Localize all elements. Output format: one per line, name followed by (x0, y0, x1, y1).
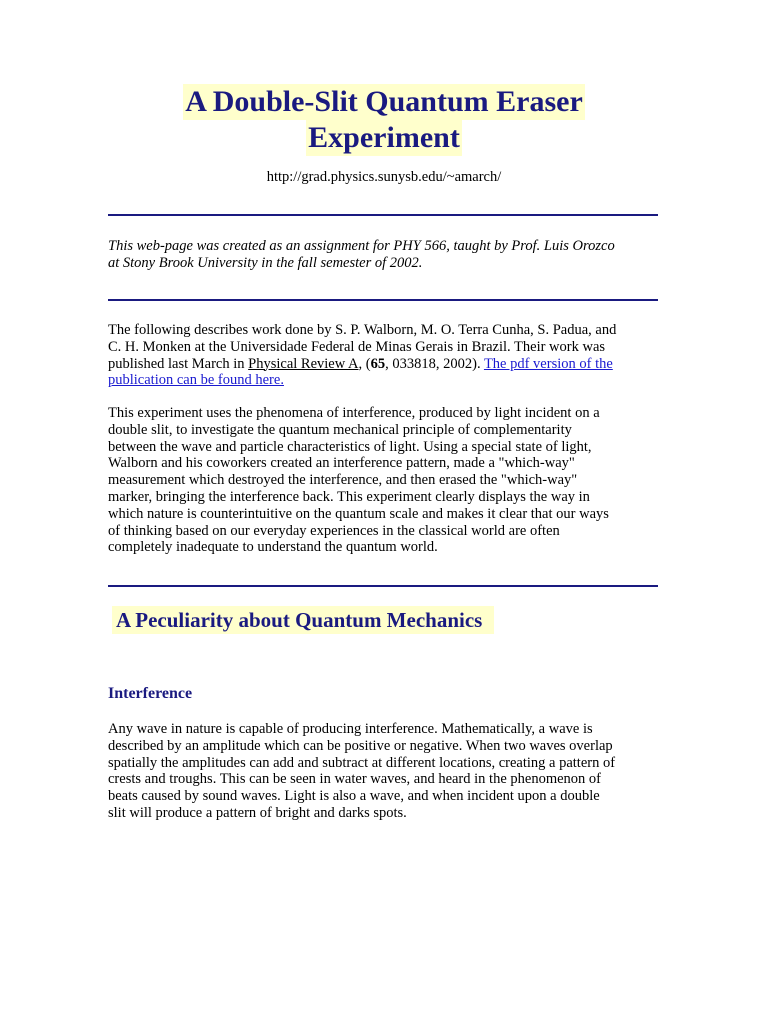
page-title (0, 84, 768, 156)
divider-1 (108, 214, 658, 216)
paragraph-line: Walborn and his coworkers created an interference pattern, made a "which-way" (108, 455, 575, 472)
paragraph-line: completely inadequate to understand the quantum world. (108, 539, 438, 556)
intro-line-3-post: , 033818, 2002). (385, 355, 484, 372)
journal-volume: 65 (370, 355, 386, 372)
section-heading: A Peculiarity about Quantum Mechanics (112, 606, 494, 634)
paragraph-line: marker, bringing the interference back. This experiment clearly displays the way in (108, 488, 590, 505)
paragraph-line: between the wave and particle characteristics of light. Using a special state of light, (108, 438, 592, 455)
paragraph-line: described by an amplitude which can be positive or negative. When two waves overlap (108, 737, 613, 754)
paragraph-line: measurement which destroyed the interference, and then erased the "which-way" (108, 472, 578, 489)
intro-line-2: C. H. Monken at the Universidade Federal de Minas Gerais in Brazil. Their work was (108, 338, 606, 355)
author-url: http://grad.physics.sunysb.edu/~amarch/ (266, 169, 502, 185)
divider-2 (108, 299, 658, 301)
paragraph-line: double slit, to investigate the quantum mechanical principle of complementarity (108, 421, 572, 438)
intro-line-1: The following describes work done by S. P. Walborn, M. O. Terra Cunha, S. Padua, and (108, 322, 617, 338)
intro-paragraph (108, 322, 660, 389)
experiment-paragraph (108, 405, 660, 556)
paragraph-line: spatially the amplitudes can add and subtract at different locations, creating a pattern of (108, 754, 616, 771)
note-line-1: This web-page was created as an assignment for PHY 566, taught by Prof. Luis Orozco (108, 238, 615, 254)
paragraph-line: slit will produce a pattern of bright and darks spots. (108, 804, 407, 821)
intro-line-3-mid: , ( (358, 355, 371, 372)
assignment-note (108, 238, 660, 272)
paragraph-line: beats caused by sound waves. Light is also a wave, and when incident upon a double (108, 788, 600, 805)
subsection-heading: Interference (108, 685, 193, 702)
intro-line-3-pre: published last March in (108, 355, 249, 372)
title-line-1: A Double-Slit Quantum Eraser (185, 85, 583, 118)
paragraph-line: crests and troughs. This can be seen in water waves, and heard in the phenomenon of (108, 771, 601, 788)
paragraph-line: of thinking based on our everyday experiences in the classical world are often (108, 522, 560, 539)
paragraph-line: This experiment uses the phenomena of interference, produced by light incident on a (108, 405, 600, 421)
paragraph-line: which nature is counterintuitive on the quantum scale and makes it clear that our ways (108, 505, 609, 522)
paragraph-line: Any wave in nature is capable of producing interference. Mathematically, a wave is (108, 721, 593, 737)
pdf-link[interactable]: The pdf version of the publication can be found here. (108, 355, 613, 389)
divider-3 (108, 585, 658, 587)
journal-name: Physical Review A (248, 355, 359, 372)
note-line-2: at Stony Brook University in the fall semester of 2002. (108, 254, 423, 271)
title-line-2: Experiment (308, 121, 460, 154)
interference-paragraph (108, 721, 660, 822)
